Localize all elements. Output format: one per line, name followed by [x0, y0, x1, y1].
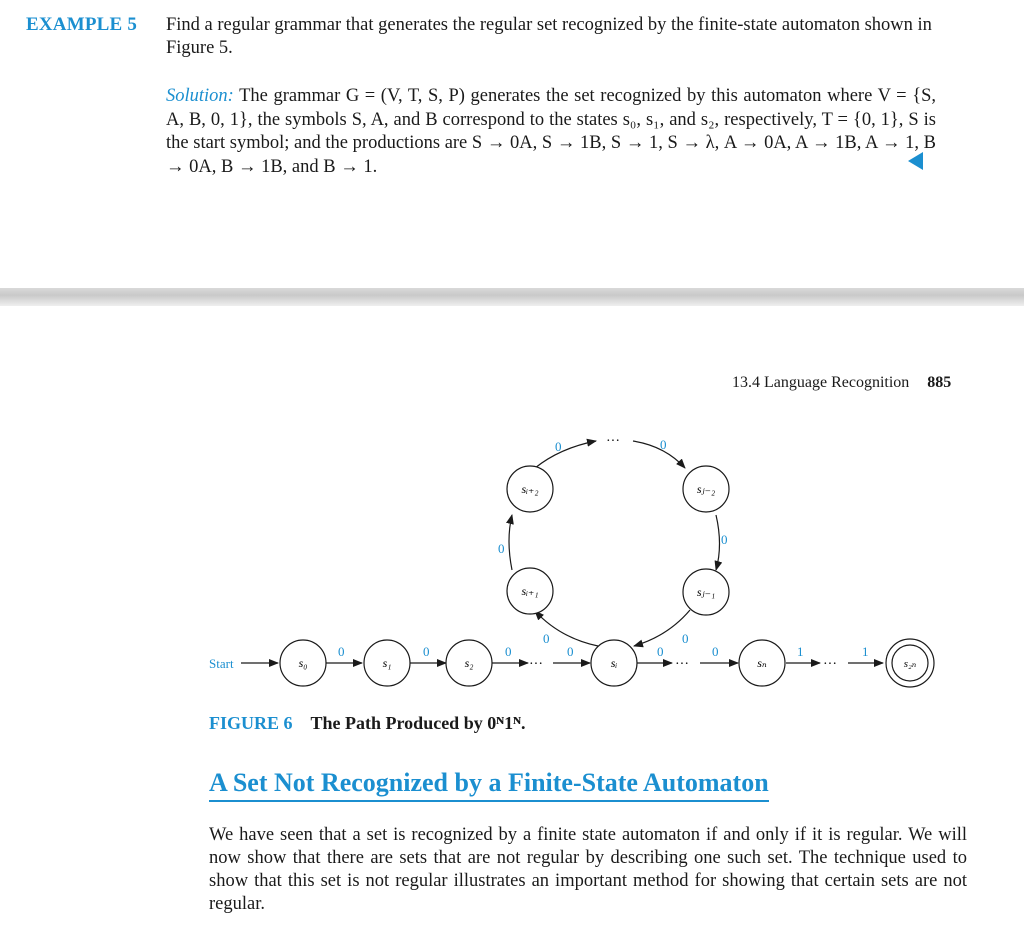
state-sN-label: sₙ	[757, 656, 767, 670]
automaton-diagram	[0, 400, 1024, 700]
edge-label-si2-dots: 0	[555, 439, 562, 454]
state-si1	[507, 568, 553, 614]
edge-dots-sj2	[633, 441, 685, 468]
edge-si2-dots	[535, 441, 596, 468]
dots-1: ···	[529, 657, 543, 672]
edge-label-si-si1: 0	[543, 631, 550, 646]
example-statement: Find a regular grammar that generates the regular set recognized by the finite-state automaton shown in Figure 5.	[166, 15, 932, 58]
edge-label-dots-sj2: 0	[660, 437, 667, 452]
state-si1-label: sᵢ₊₁	[521, 584, 539, 598]
edge-label-s2-dots: 0	[505, 644, 512, 659]
edge-label-sN-dots: 1	[797, 644, 804, 659]
running-head-section: 13.4 Language Recognition	[732, 374, 910, 391]
edge-label-sj2-sj1: 0	[721, 532, 728, 547]
edge-label-s1-s2: 0	[423, 644, 430, 659]
section-title: A Set Not Recognized by a Finite-State Automaton	[209, 768, 769, 802]
section-body: We have seen that a set is recognized by a finite state automaton if and only if it is regular. We will now show that there are sets that are not regular by describing one such set. The technique used to show that this set is not regular illustrates an important method for showing that certain sets are not regular.	[209, 825, 967, 914]
figure-number: FIGURE 6	[209, 713, 293, 733]
edge-label-dots-s2N: 1	[862, 644, 869, 659]
state-s2-label: s₂	[464, 656, 474, 670]
state-s2N-final	[886, 639, 934, 687]
edge-label-si1-si2: 0	[498, 541, 505, 556]
state-si2-label: sᵢ₊₂	[521, 482, 539, 496]
start-label: Start	[209, 656, 234, 671]
end-of-example-marker	[908, 152, 923, 170]
edge-label-s0-s1: 0	[338, 644, 345, 659]
state-s0-label: s₀	[298, 656, 308, 670]
state-sj1-label: sⱼ₋₁	[696, 585, 716, 599]
running-head	[732, 374, 951, 392]
edge-label-si-dots: 0	[657, 644, 664, 659]
state-s2N-label: s₂ₙ	[903, 658, 917, 670]
state-s0	[280, 640, 326, 686]
edge-si1-si2	[509, 515, 512, 570]
state-sN	[739, 640, 785, 686]
solution-paragraph	[166, 85, 936, 179]
state-si	[591, 640, 637, 686]
solution-body: The grammar G = (V, T, S, P) generates the set recognized by this automaton where V = {S, A, B, 0, 1}, the symbols S, A, and B correspond to the states s₀, s₁, and s₂, respectively, T = {0, 1}, S is the start symbol; and the productions are S → 0A, S → 1B, S → 1, S → λ, A → 0A, A → 1B, A → 1, B → 0A, B → 1B, and B → 1.	[166, 86, 936, 177]
state-s1	[364, 640, 410, 686]
edge-label-dots-sN: 0	[712, 644, 719, 659]
state-si2	[507, 466, 553, 512]
edge-label-dots-si: 0	[567, 644, 574, 659]
state-s2	[446, 640, 492, 686]
edge-label-sj1-si: 0	[682, 631, 689, 646]
figure-caption	[209, 713, 526, 734]
edge-sj2-sj1	[716, 515, 720, 570]
state-s1-label: s₁	[382, 656, 392, 670]
state-sj2-label: sⱼ₋₂	[696, 482, 716, 496]
solution-lead: Solution:	[166, 86, 234, 106]
state-sj1	[683, 569, 729, 615]
state-si-label: sᵢ	[610, 656, 618, 670]
dots-loop: ···	[606, 434, 620, 449]
page-number: 885	[927, 374, 952, 391]
example-label: EXAMPLE 5	[26, 14, 138, 35]
state-sj2	[683, 466, 729, 512]
page-separator	[0, 288, 1024, 306]
dots-2: ···	[675, 657, 689, 672]
dots-3: ···	[823, 657, 837, 672]
figure-title: The Path Produced by 0ᴺ1ᴺ.	[310, 713, 526, 733]
